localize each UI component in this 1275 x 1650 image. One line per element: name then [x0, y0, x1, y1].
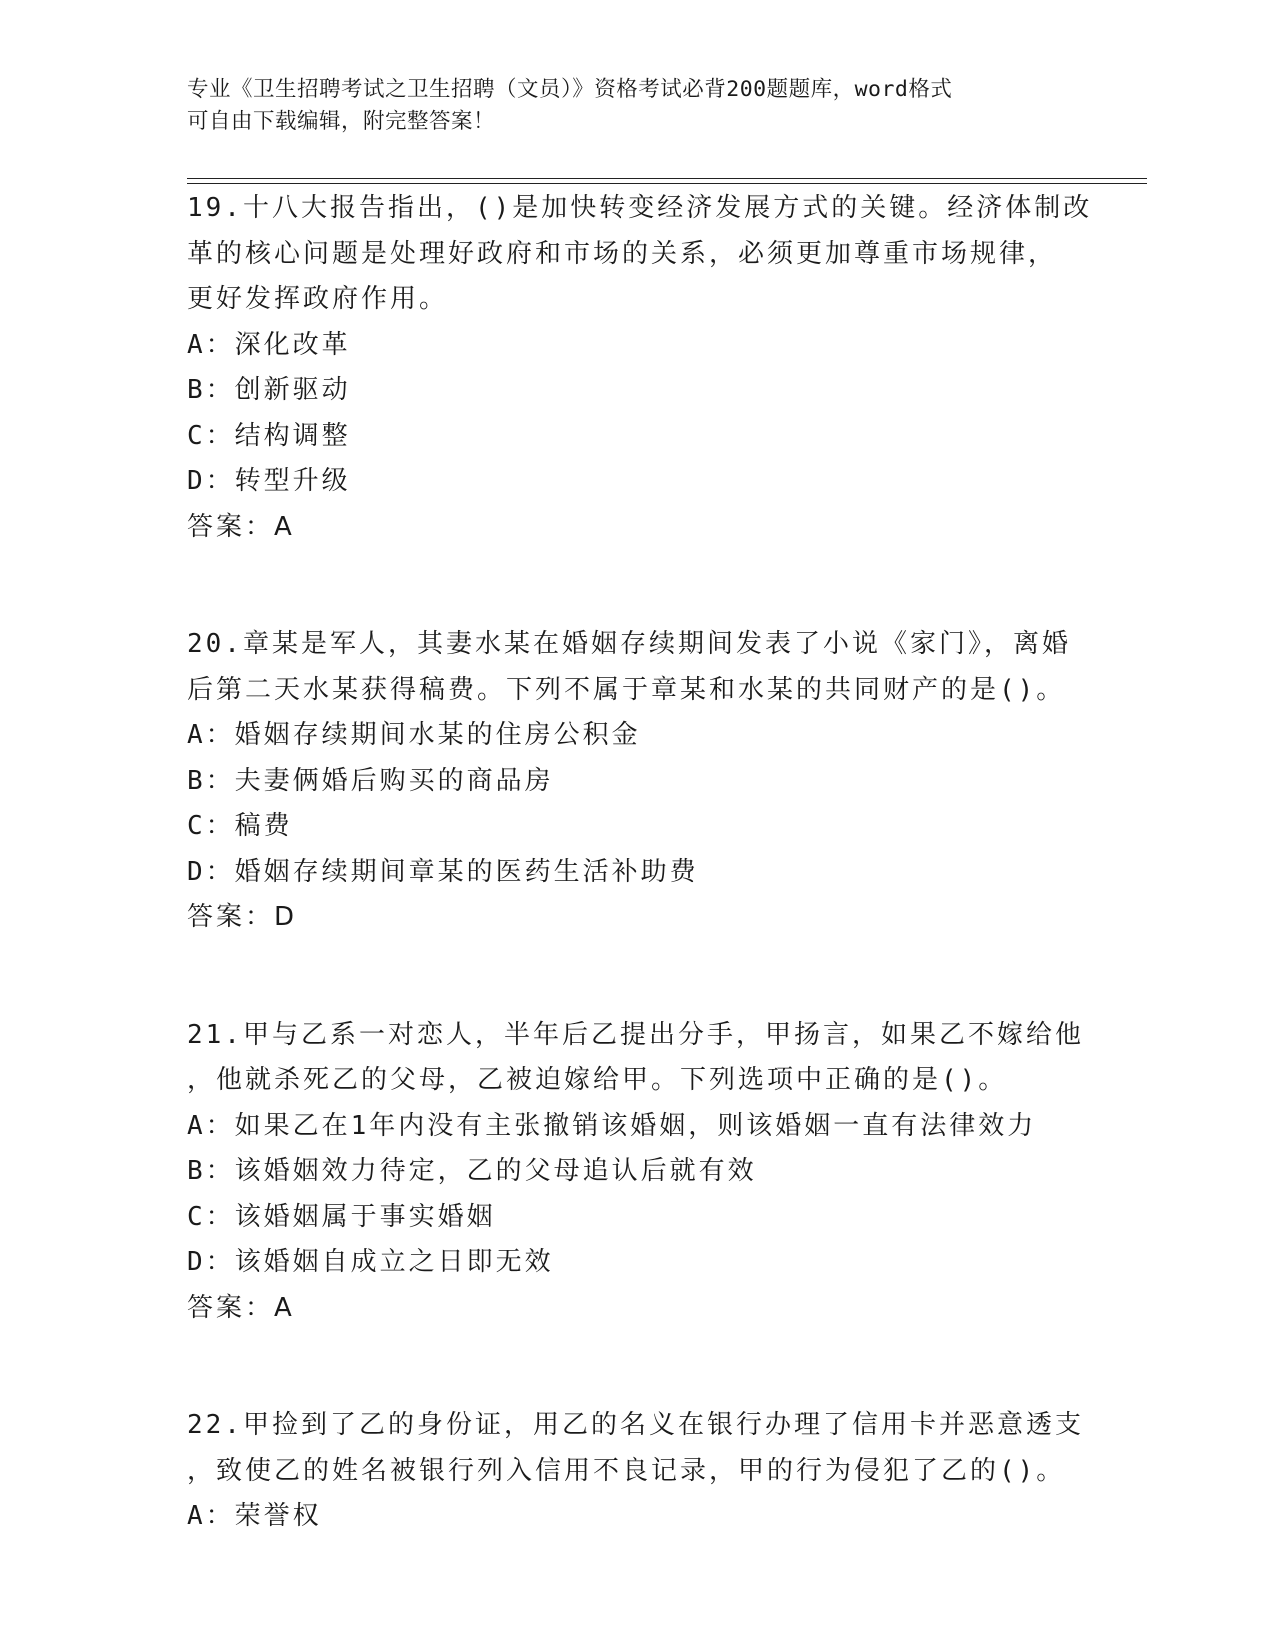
header-divider-bottom: [187, 183, 1147, 184]
answer-label: 答案：A: [187, 511, 295, 542]
question-text-line: ，他就杀死乙的父母，乙被迫嫁给甲。下列选项中正确的是()。: [187, 1065, 1008, 1095]
option-a: A：荣誉权: [187, 1501, 322, 1531]
question-text-line: 20.章某是军人，其妻水某在婚姻存续期间发表了小说《家门》，离婚: [187, 629, 1071, 659]
question-20: [187, 622, 1087, 941]
header-title-line-2: 可自由下载编辑，附完整答案！: [187, 109, 496, 134]
option-a: A：如果乙在1年内没有主张撤销该婚姻，则该婚姻一直有法律效力: [187, 1110, 1037, 1141]
option-d: D：转型升级: [187, 466, 351, 496]
question-22: [187, 1403, 1087, 1540]
header-title-line-1: 专业《卫生招聘考试之卫生招聘（文员）》资格考试必背200题题库，word格式: [187, 77, 953, 102]
document-header: [187, 74, 1067, 138]
question-text-line: 21.甲与乙系一对恋人，半年后乙提出分手，甲扬言，如果乙不嫁给他: [187, 1019, 1084, 1050]
question-text-line: 后第二天水某获得稿费。下列不属于章某和水某的共同财产的是()。: [187, 674, 1066, 705]
question-19: [187, 186, 1093, 550]
option-c: C：结构调整: [187, 420, 351, 451]
option-b: B：夫妻俩婚后购买的商品房: [187, 765, 554, 796]
question-text-line: 革的核心问题是处理好政府和市场的关系，必须更加尊重市场规律，: [187, 238, 1058, 269]
question-spacer: [187, 550, 1087, 622]
option-b: B：该婚姻效力待定，乙的父母追认后就有效: [187, 1156, 757, 1186]
question-list: [187, 186, 1093, 1540]
question-text-line: 更好发挥政府作用。: [187, 284, 449, 314]
option-c: C：该婚姻属于事实婚姻: [187, 1201, 496, 1232]
option-a: A：深化改革: [187, 329, 351, 360]
option-a: A：婚姻存续期间水某的住房公积金: [187, 720, 641, 750]
header-divider-top: [187, 178, 1147, 179]
question-text-line: ，致使乙的姓名被银行列入信用不良记录，甲的行为侵犯了乙的()。: [187, 1455, 1066, 1486]
option-b: B：创新驱动: [187, 375, 351, 405]
answer-label: 答案：D: [187, 902, 298, 932]
question-21: [187, 1013, 1087, 1332]
option-d: D：该婚姻自成立之日即无效: [187, 1247, 554, 1277]
option-d: D：婚姻存续期间章某的医药生活补助费: [187, 856, 699, 887]
question-spacer: [187, 1331, 1087, 1403]
answer-label: 答案：A: [187, 1292, 295, 1323]
question-text-line: 19.十八大报告指出，()是加快转变经济发展方式的关键。经济体制改: [187, 193, 1093, 223]
question-spacer: [187, 941, 1087, 1013]
question-text-line: 22.甲捡到了乙的身份证，用乙的名义在银行办理了信用卡并恶意透支: [187, 1410, 1084, 1440]
option-c: C：稿费: [187, 811, 293, 841]
